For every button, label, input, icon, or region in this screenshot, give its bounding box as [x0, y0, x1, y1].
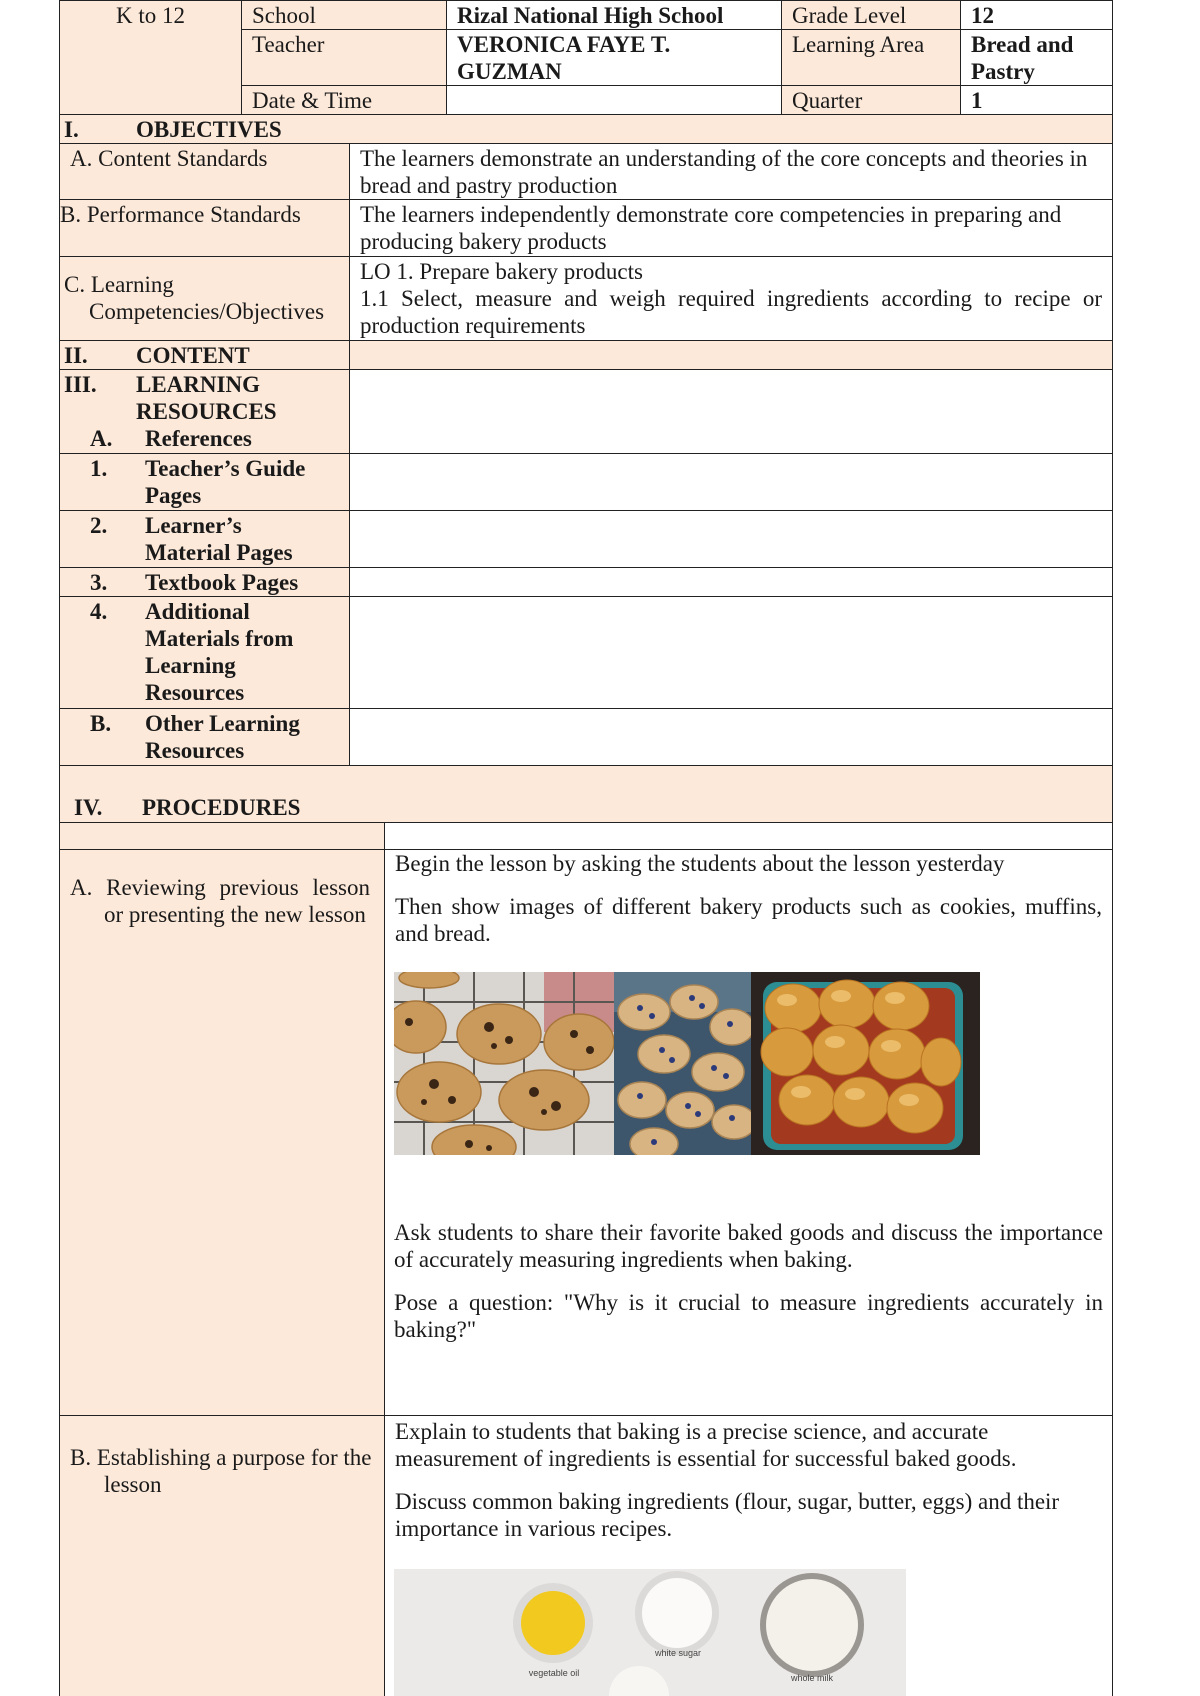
additional-materials-label-cell — [59, 596, 350, 709]
resources-value-cell — [349, 369, 1113, 454]
teacher-label: Teacher — [252, 32, 325, 57]
competencies-cell — [349, 256, 1113, 341]
muffins-image — [614, 972, 751, 1155]
teachers-guide-label: Teacher’s Guide Pages — [145, 456, 306, 508]
textbook-label: Textbook Pages — [145, 570, 299, 595]
textbook-label-cell — [59, 567, 350, 597]
content-value-cell — [349, 340, 1113, 370]
quarter-label: Quarter — [792, 88, 863, 113]
content-num: II. — [64, 343, 88, 368]
additional-materials-num: 4. — [90, 599, 108, 624]
content-standards-label-cell — [59, 143, 350, 200]
procedures-title: PROCEDURES — [142, 795, 301, 820]
learners-material-value-cell — [349, 510, 1113, 568]
k12-cell — [59, 0, 242, 115]
procedure-a-label-wrap — [70, 874, 370, 928]
procedures-num: IV. — [74, 795, 103, 820]
content-standards-cell — [349, 143, 1113, 200]
performance-standards-cell — [349, 199, 1113, 257]
ingredients-image — [394, 1569, 906, 1696]
other-resources-label-cell — [59, 708, 350, 766]
procedure-a-p2: Then show images of different bakery products such as cookies, muffins, and bread. — [395, 894, 1102, 946]
procedure-a-label-cell — [59, 849, 385, 1416]
grade-value: 12 — [971, 3, 994, 28]
references-label: References — [145, 426, 252, 451]
additional-materials-value-cell — [349, 596, 1113, 709]
k12-label: K to 12 — [116, 3, 185, 28]
procedure-a-p1: Begin the lesson by asking the students about the lesson yesterday — [395, 851, 1005, 876]
school-value: Rizal National High School — [457, 3, 724, 28]
procedure-a-p4: Pose a question: "Why is it crucial to measure ingredients accurately in baking?" — [394, 1290, 1103, 1342]
performance-standards-text: The learners independently demonstrate core competencies in preparing and producing bakery products — [360, 202, 1062, 254]
area-value-cell — [960, 29, 1113, 86]
performance-standards-label-cell — [59, 199, 350, 257]
school-label-cell — [241, 0, 447, 30]
procedure-b-label: B. Establishing a purpose for the lesson — [70, 1445, 372, 1497]
content-standards-text: The learners demonstrate an understanding of the core concepts and theories in bread and pastry production — [360, 146, 1088, 198]
learners-material-label: Learner’s Material Pages — [145, 513, 293, 565]
procedures-blank-label-cell — [59, 822, 385, 850]
performance-standards-label: B. Performance Standards — [60, 202, 301, 227]
textbook-num: 3. — [90, 570, 108, 595]
other-resources-label: Other Learning Resources — [145, 711, 300, 763]
competencies-line-1: LO 1. Prepare bakery products — [360, 259, 643, 284]
procedure-b-p1: Explain to students that baking is a precise science, and accurate measurement of ingredients is essential for successful baked goods. — [395, 1419, 1017, 1471]
teacher-value-cell — [446, 29, 782, 86]
area-label: Learning Area — [792, 32, 925, 57]
resources-title: LEARNING RESOURCES — [136, 372, 277, 424]
content-title: CONTENT — [136, 343, 250, 368]
other-resources-value-cell — [349, 708, 1113, 766]
quarter-value-cell — [960, 85, 1113, 115]
resources-num: III. — [64, 372, 97, 397]
ingredient-label-milk: whole milk — [790, 1673, 834, 1683]
content-standards-label: A. Content Standards — [70, 146, 268, 171]
competencies-label-cell — [59, 256, 350, 341]
learners-material-label-cell — [59, 510, 350, 568]
teachers-guide-label-cell — [59, 453, 350, 511]
competencies-label-2: Competencies/Objectives — [89, 299, 325, 324]
learners-material-num: 2. — [90, 513, 108, 538]
objectives-heading — [59, 114, 1113, 144]
procedure-a-p3: Ask students to share their favorite baked goods and discuss the importance of accurately measuring ingredients when baking. — [394, 1220, 1103, 1272]
grade-label: Grade Level — [792, 3, 907, 28]
procedure-b-label-cell — [59, 1415, 385, 1696]
teachers-guide-value-cell — [349, 453, 1113, 511]
ingredient-label-oil: vegetable oil — [528, 1668, 580, 1678]
competencies-line-2: 1.1 Select, measure and weigh required ingredients according to recipe or production requirements — [360, 286, 1102, 338]
cookies-illustration — [394, 972, 614, 1155]
ingredient-label-sugar: white sugar — [654, 1648, 702, 1658]
teachers-guide-num: 1. — [90, 456, 108, 481]
teacher-value: VERONICA FAYE T. GUZMAN — [457, 32, 671, 84]
resources-heading — [64, 371, 339, 425]
content-heading — [59, 340, 350, 370]
procedure-a-lower — [384, 1218, 1113, 1344]
procedures-heading — [59, 765, 1113, 823]
area-value: Bread and Pastry — [971, 32, 1074, 84]
bread-rolls-image — [751, 972, 980, 1155]
other-resources-num: B. — [90, 711, 112, 736]
procedure-a-label: A. Reviewing previous lesson or presenting the new lesson — [70, 875, 370, 927]
procedure-b-p2: Discuss common baking ingredients (flour, sugar, butter, eggs) and their importance in various recipes. — [395, 1489, 1060, 1541]
cookies-image — [394, 972, 614, 1155]
objectives-num: I. — [64, 117, 79, 142]
school-value-cell — [446, 0, 782, 30]
references-num: A. — [90, 426, 113, 451]
competencies-label-1: C. Learning — [64, 272, 174, 297]
date-label: Date & Time — [252, 88, 373, 113]
additional-materials-label: Additional Materials from Learning Resources — [145, 599, 294, 705]
date-value-cell — [446, 85, 782, 115]
area-label-cell — [781, 29, 961, 86]
muffins-illustration — [614, 972, 751, 1155]
date-label-cell — [241, 85, 447, 115]
bread-rolls-illustration — [751, 972, 980, 1155]
procedures-blank-value-cell — [384, 822, 1113, 850]
teacher-label-cell — [241, 29, 447, 86]
grade-value-cell — [960, 0, 1113, 30]
ingredients-illustration — [394, 1569, 906, 1696]
school-label: School — [252, 3, 316, 28]
objectives-title: OBJECTIVES — [136, 117, 282, 142]
textbook-value-cell — [349, 567, 1113, 597]
resources-label-cell — [59, 369, 350, 454]
references-row — [64, 425, 339, 452]
grade-label-cell — [781, 0, 961, 30]
quarter-label-cell — [781, 85, 961, 115]
quarter-value: 1 — [971, 88, 983, 113]
